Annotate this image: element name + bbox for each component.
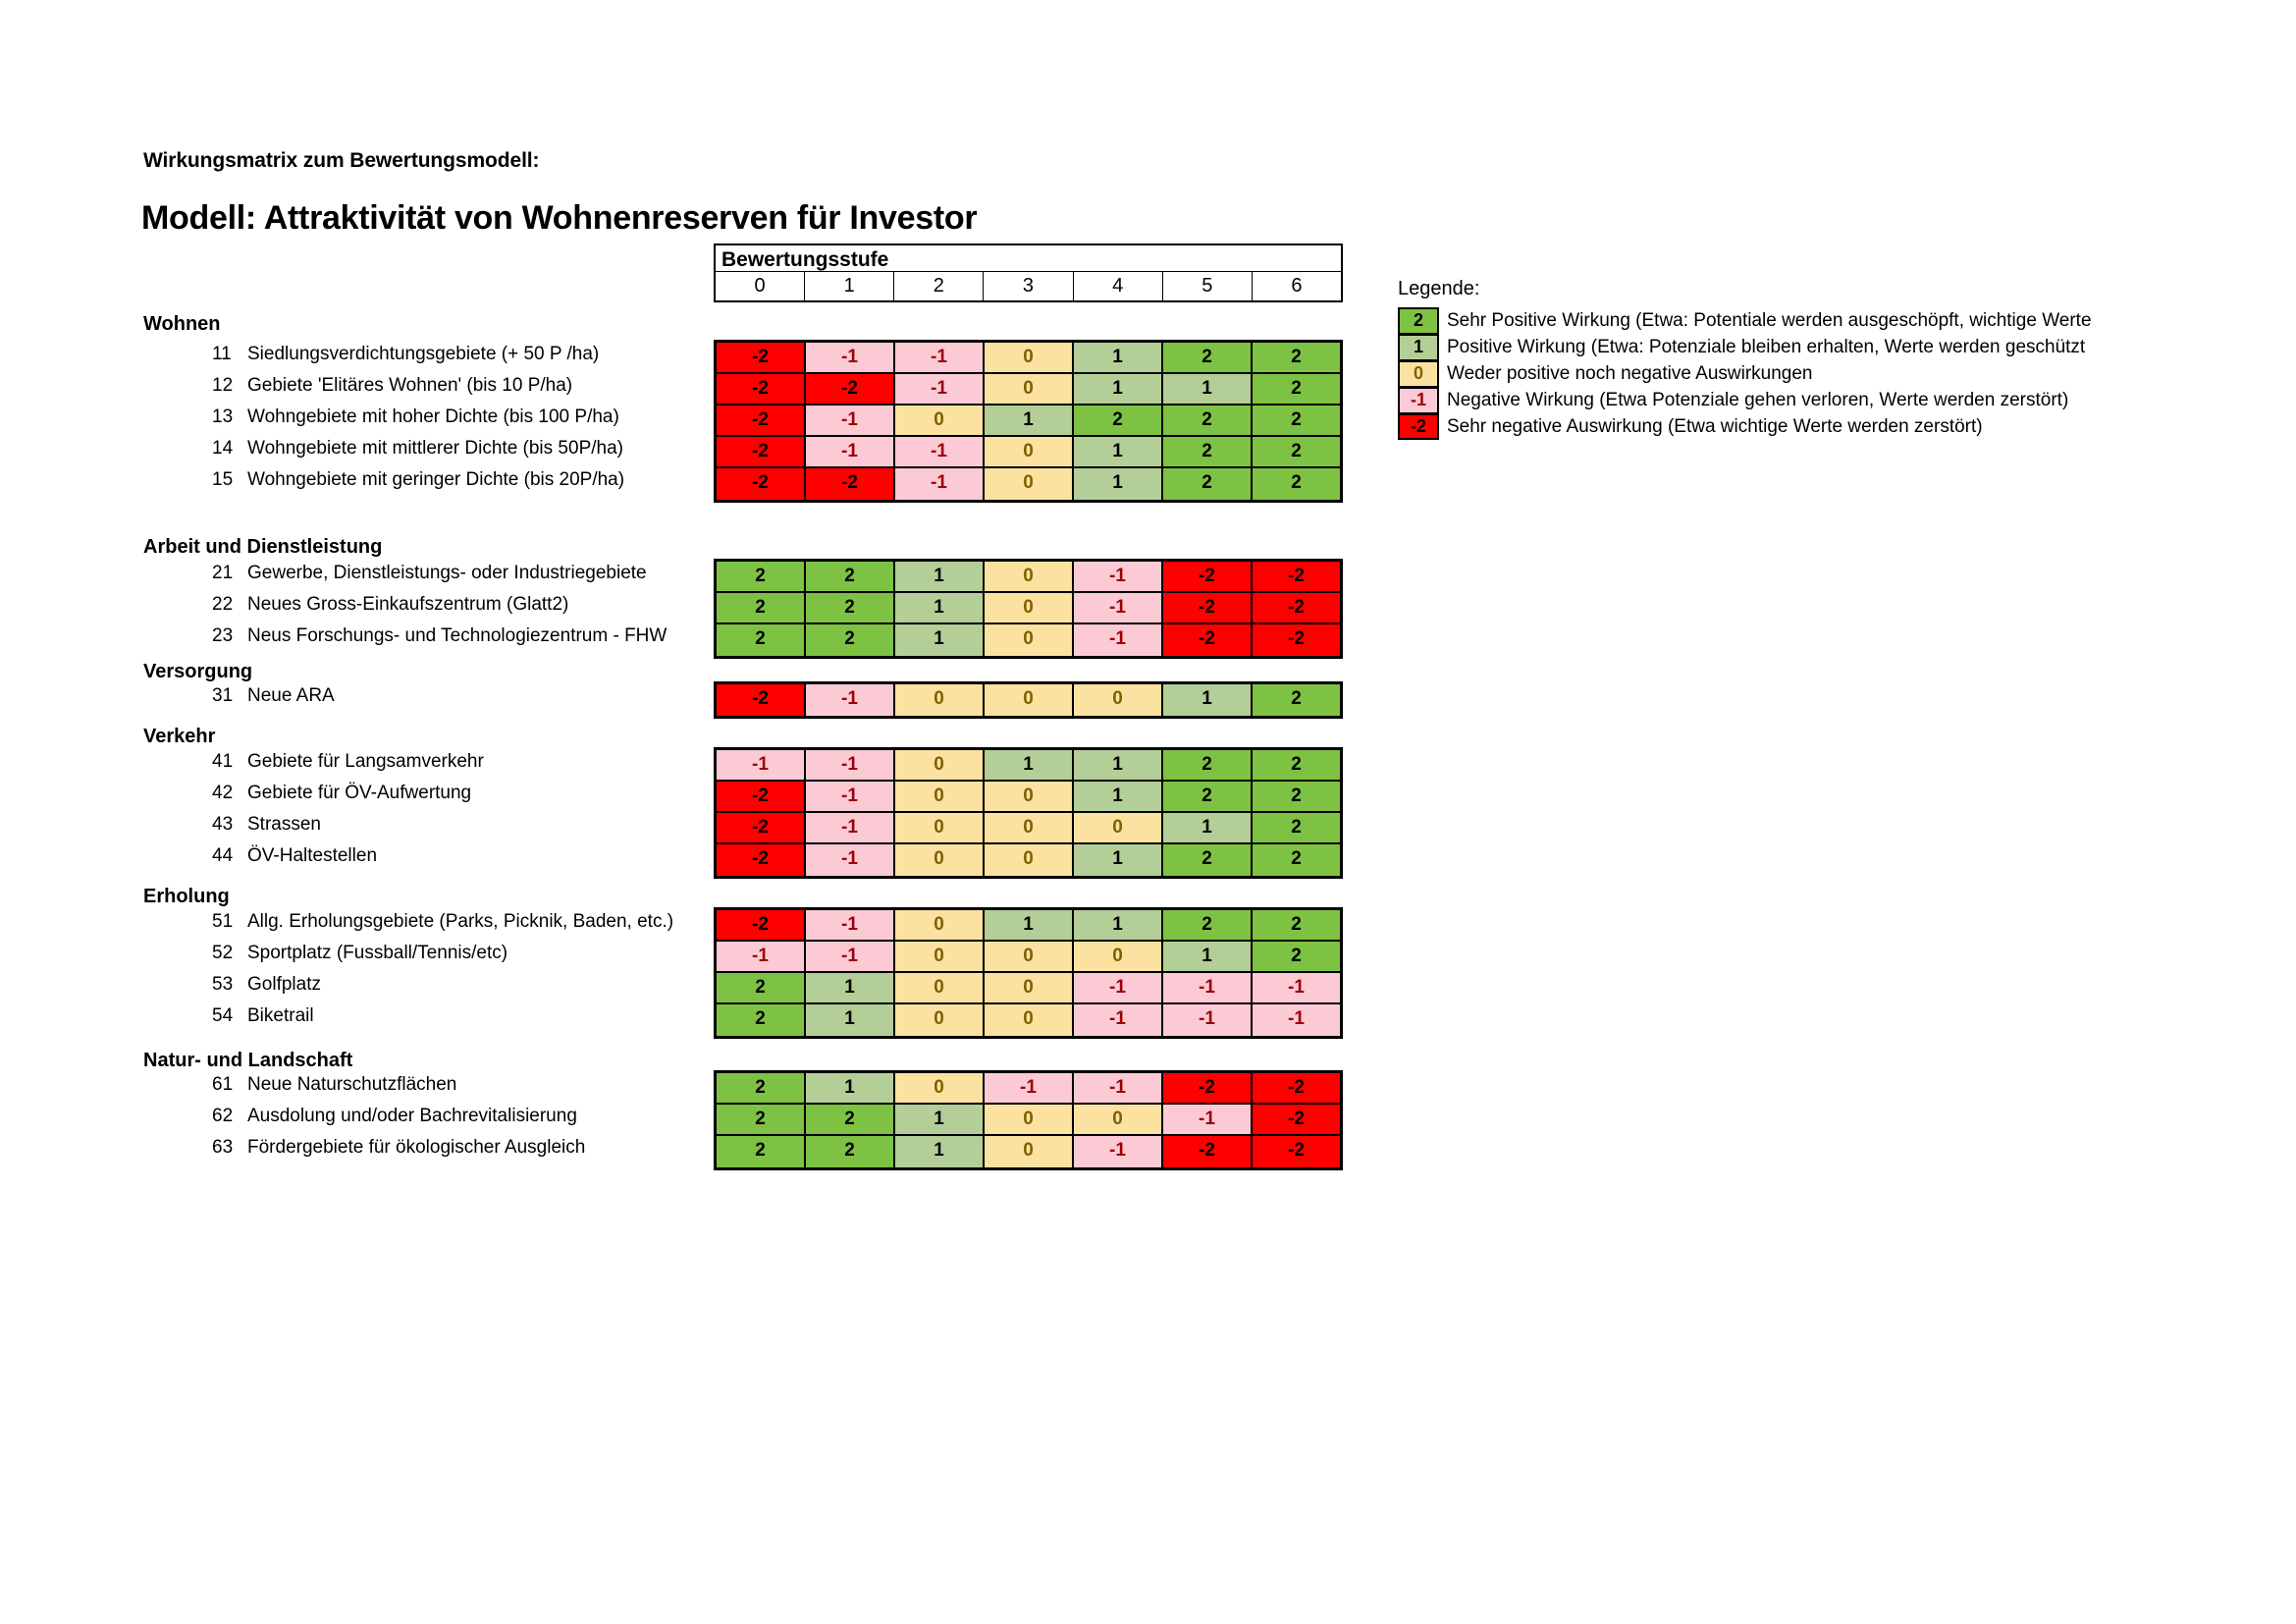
legend-swatch-2: 2 [1398, 307, 1439, 334]
legend-item [1398, 387, 2242, 413]
matrix-cell-13-5: 2 [1163, 406, 1253, 435]
row-number: 11 [212, 344, 232, 364]
row-number: 41 [212, 751, 234, 772]
matrix-row-14 [717, 437, 1340, 468]
matrix-row-13 [717, 406, 1340, 437]
row-number: 23 [212, 625, 234, 646]
row-number: 43 [212, 814, 234, 835]
legend-item [1398, 360, 2242, 387]
matrix-cell-11-2: -1 [895, 343, 985, 372]
row-text: Gebiete für Langsamverkehr [247, 751, 484, 772]
legend-swatch-1: 1 [1398, 334, 1439, 360]
matrix-cell-53-4: -1 [1074, 973, 1163, 1002]
matrix-cell-21-4: -1 [1074, 562, 1163, 591]
matrix-cell-43-0: -2 [717, 813, 806, 842]
matrix-cell-52-2: 0 [895, 942, 985, 971]
row-number: 44 [212, 845, 234, 866]
matrix-cell-53-0: 2 [717, 973, 806, 1002]
matrix-cell-15-2: -1 [895, 468, 985, 500]
matrix-cell-41-0: -1 [717, 750, 806, 780]
matrix-cell-51-3: 1 [985, 910, 1074, 940]
matrix-cell-22-1: 2 [806, 593, 895, 623]
row-number: 63 [212, 1137, 234, 1158]
matrix-cell-15-3: 0 [985, 468, 1074, 500]
matrix-header-title: Bewertungsstufe [714, 244, 1343, 272]
row-label-11 [212, 344, 599, 365]
row-text: Siedlungsverdichtungsgebiete (+ 50 P /ha) [247, 344, 600, 364]
matrix-cell-63-1: 2 [806, 1136, 895, 1167]
matrix-cell-52-4: 0 [1074, 942, 1163, 971]
matrix-cell-31-5: 1 [1163, 684, 1253, 716]
row-label-54 [212, 1005, 314, 1027]
matrix-header-table [714, 244, 1343, 302]
matrix-cell-14-6: 2 [1253, 437, 1340, 466]
row-label-23 [212, 625, 667, 647]
legend-description: Negative Wirkung (Etwa Potenziale gehen verloren, Werte werden zerstört) [1447, 390, 2069, 410]
group-heading: Natur- und Landschaft [143, 1050, 353, 1071]
matrix-cell-61-5: -2 [1163, 1073, 1253, 1103]
column-header-6: 6 [1291, 275, 1303, 297]
matrix-cell-12-1: -2 [806, 374, 895, 404]
matrix-cell-21-1: 2 [806, 562, 895, 591]
matrix-row-11 [717, 343, 1340, 374]
matrix-cell-52-6: 2 [1253, 942, 1340, 971]
matrix-cell-23-2: 1 [895, 624, 985, 656]
legend-description: Sehr Positive Wirkung (Etwa: Potentiale werden ausgeschöpft, wichtige Werte [1447, 310, 2092, 331]
matrix-cell-62-3: 0 [985, 1105, 1074, 1134]
matrix-cell-43-3: 0 [985, 813, 1074, 842]
matrix-cell-61-0: 2 [717, 1073, 806, 1103]
matrix-cell-51-4: 1 [1074, 910, 1163, 940]
matrix-cell-43-5: 1 [1163, 813, 1253, 842]
page-title: Modell: Attraktivität von Wohnenreserven für Investor [141, 199, 978, 237]
matrix-cell-62-4: 0 [1074, 1105, 1163, 1134]
matrix-cell-23-3: 0 [985, 624, 1074, 656]
matrix-cell-52-5: 1 [1163, 942, 1253, 971]
matrix-cell-23-1: 2 [806, 624, 895, 656]
matrix-cell-54-6: -1 [1253, 1004, 1340, 1036]
group-heading: Wohnen [143, 313, 221, 335]
matrix-cell-11-1: -1 [806, 343, 895, 372]
matrix-cell-22-4: -1 [1074, 593, 1163, 623]
row-text: Allg. Erholungsgebiete (Parks, Picknik, Baden, etc.) [247, 911, 674, 932]
row-number: 14 [212, 438, 234, 459]
matrix-cell-41-3: 1 [985, 750, 1074, 780]
matrix-cell-44-4: 1 [1074, 844, 1163, 876]
row-text: Wohngebiete mit geringer Dichte (bis 20P/ha) [247, 469, 625, 490]
matrix-cell-13-3: 1 [985, 406, 1074, 435]
row-text: Wohngebiete mit hoher Dichte (bis 100 P/ha) [247, 406, 619, 427]
matrix-cell-11-3: 0 [985, 343, 1074, 372]
row-text: Neues Gross-Einkaufszentrum (Glatt2) [247, 594, 569, 615]
row-label-42 [212, 783, 471, 804]
matrix-cell-13-2: 0 [895, 406, 985, 435]
row-text: ÖV-Haltestellen [247, 845, 378, 866]
matrix-block-1 [714, 559, 1343, 659]
matrix-cell-63-3: 0 [985, 1136, 1074, 1167]
matrix-row-23 [717, 624, 1340, 656]
matrix-cell-51-1: -1 [806, 910, 895, 940]
matrix-cell-11-0: -2 [717, 343, 806, 372]
matrix-cell-15-5: 2 [1163, 468, 1253, 500]
matrix-cell-11-5: 2 [1163, 343, 1253, 372]
matrix-cell-13-4: 2 [1074, 406, 1163, 435]
group-heading: Erholung [143, 886, 230, 907]
matrix-cell-22-0: 2 [717, 593, 806, 623]
row-number: 51 [212, 911, 234, 932]
row-label-52 [212, 943, 507, 964]
matrix-cell-61-4: -1 [1074, 1073, 1163, 1103]
matrix-cell-13-0: -2 [717, 406, 806, 435]
group-heading: Versorgung [143, 661, 253, 682]
row-label-51 [212, 911, 673, 933]
matrix-cell-14-0: -2 [717, 437, 806, 466]
matrix-cell-43-4: 0 [1074, 813, 1163, 842]
matrix-cell-13-1: -1 [806, 406, 895, 435]
column-header-4: 4 [1074, 272, 1163, 300]
matrix-cell-42-5: 2 [1163, 782, 1253, 811]
matrix-cell-21-2: 1 [895, 562, 985, 591]
matrix-cell-42-6: 2 [1253, 782, 1340, 811]
row-number: 15 [212, 469, 234, 490]
matrix-block-3 [714, 747, 1343, 879]
row-text: Neus Forschungs- und Technologiezentrum - FHW [247, 625, 667, 646]
row-number: 21 [212, 563, 234, 583]
row-text: Gebiete für ÖV-Aufwertung [247, 783, 472, 803]
matrix-cell-12-4: 1 [1074, 374, 1163, 404]
row-number: 54 [212, 1005, 234, 1026]
matrix-cell-61-1: 1 [806, 1073, 895, 1103]
matrix-cell-54-0: 2 [717, 1004, 806, 1036]
column-header-0: 0 [716, 272, 805, 300]
row-text: Neue ARA [247, 685, 335, 706]
legend-item [1398, 307, 2242, 334]
document-subtitle: Wirkungsmatrix zum Bewertungsmodell: [143, 149, 540, 172]
row-label-31 [212, 685, 335, 707]
matrix-cell-53-2: 0 [895, 973, 985, 1002]
matrix-cell-21-0: 2 [717, 562, 806, 591]
row-number: 62 [212, 1106, 234, 1126]
matrix-row-63 [717, 1136, 1340, 1167]
column-header-3: 3 [984, 272, 1073, 300]
matrix-cell-22-5: -2 [1163, 593, 1253, 623]
row-label-53 [212, 974, 321, 996]
matrix-row-61 [717, 1073, 1340, 1105]
row-label-43 [212, 814, 321, 836]
row-text: Ausdolung und/oder Bachrevitalisierung [247, 1106, 577, 1126]
group-heading: Verkehr [143, 726, 216, 747]
matrix-row-42 [717, 782, 1340, 813]
matrix-row-41 [717, 750, 1340, 782]
matrix-cell-51-5: 2 [1163, 910, 1253, 940]
matrix-block-5 [714, 1070, 1343, 1170]
matrix-cell-15-4: 1 [1074, 468, 1163, 500]
matrix-cell-62-6: -2 [1253, 1105, 1340, 1134]
matrix-cell-61-2: 0 [895, 1073, 985, 1103]
matrix-row-54 [717, 1004, 1340, 1036]
matrix-cell-23-6: -2 [1253, 624, 1340, 656]
matrix-row-51 [717, 910, 1340, 942]
matrix-cell-12-0: -2 [717, 374, 806, 404]
row-number: 12 [212, 375, 234, 396]
row-label-41 [212, 751, 484, 773]
matrix-column-headers [714, 272, 1343, 302]
matrix-cell-63-4: -1 [1074, 1136, 1163, 1167]
matrix-cell-14-5: 2 [1163, 437, 1253, 466]
matrix-cell-43-6: 2 [1253, 813, 1340, 842]
legend-swatch--1: -1 [1398, 387, 1439, 413]
matrix-block-4 [714, 907, 1343, 1039]
matrix-cell-22-6: -2 [1253, 593, 1340, 623]
matrix-cell-63-0: 2 [717, 1136, 806, 1167]
row-number: 22 [212, 594, 234, 615]
matrix-cell-21-3: 0 [985, 562, 1074, 591]
matrix-cell-44-6: 2 [1253, 844, 1340, 876]
matrix-cell-63-6: -2 [1253, 1136, 1340, 1167]
group-heading: Arbeit und Dienstleistung [143, 536, 383, 558]
row-text: Biketrail [247, 1005, 314, 1026]
matrix-cell-51-0: -2 [717, 910, 806, 940]
row-text: Gebiete 'Elitäres Wohnen' (bis 10 P/ha) [247, 375, 573, 396]
row-label-22 [212, 594, 568, 616]
matrix-cell-43-1: -1 [806, 813, 895, 842]
matrix-row-43 [717, 813, 1340, 844]
matrix-row-12 [717, 374, 1340, 406]
matrix-cell-41-2: 0 [895, 750, 985, 780]
matrix-cell-15-0: -2 [717, 468, 806, 500]
legend-description: Positive Wirkung (Etwa: Potenziale bleiben erhalten, Werte werden geschützt [1447, 337, 2086, 357]
matrix-cell-43-2: 0 [895, 813, 985, 842]
row-number: 53 [212, 974, 234, 995]
row-number: 31 [212, 685, 234, 706]
matrix-cell-14-2: -1 [895, 437, 985, 466]
row-label-61 [212, 1074, 456, 1096]
matrix-cell-52-1: -1 [806, 942, 895, 971]
legend-list [1398, 307, 2242, 440]
matrix-cell-12-6: 2 [1253, 374, 1340, 404]
row-text: Gewerbe, Dienstleistungs- oder Industriegebiete [247, 563, 647, 583]
matrix-cell-62-2: 1 [895, 1105, 985, 1134]
matrix-cell-52-3: 0 [985, 942, 1074, 971]
matrix-block-0 [714, 340, 1343, 503]
row-text: Fördergebiete für ökologischer Ausgleich [247, 1137, 586, 1158]
matrix-cell-23-0: 2 [717, 624, 806, 656]
matrix-cell-22-3: 0 [985, 593, 1074, 623]
matrix-cell-13-6: 2 [1253, 406, 1340, 435]
matrix-row-52 [717, 942, 1340, 973]
matrix-cell-53-3: 0 [985, 973, 1074, 1002]
matrix-cell-14-4: 1 [1074, 437, 1163, 466]
column-header-2: 2 [894, 272, 984, 300]
matrix-cell-53-1: 1 [806, 973, 895, 1002]
matrix-cell-62-0: 2 [717, 1105, 806, 1134]
matrix-cell-41-4: 1 [1074, 750, 1163, 780]
row-text: Sportplatz (Fussball/Tennis/etc) [247, 943, 508, 963]
matrix-cell-15-6: 2 [1253, 468, 1340, 500]
matrix-cell-41-1: -1 [806, 750, 895, 780]
matrix-cell-31-4: 0 [1074, 684, 1163, 716]
matrix-cell-42-3: 0 [985, 782, 1074, 811]
legend-title: Legende: [1398, 278, 1480, 299]
matrix-row-21 [717, 562, 1340, 593]
matrix-cell-44-5: 2 [1163, 844, 1253, 876]
matrix-cell-31-1: -1 [806, 684, 895, 716]
row-label-13 [212, 406, 619, 428]
matrix-cell-31-2: 0 [895, 684, 985, 716]
matrix-cell-14-1: -1 [806, 437, 895, 466]
matrix-row-31 [717, 684, 1340, 716]
matrix-cell-51-2: 0 [895, 910, 985, 940]
matrix-cell-63-2: 1 [895, 1136, 985, 1167]
matrix-cell-52-0: -1 [717, 942, 806, 971]
matrix-cell-51-6: 2 [1253, 910, 1340, 940]
matrix-cell-42-2: 0 [895, 782, 985, 811]
matrix-cell-31-6: 2 [1253, 684, 1340, 716]
row-number: 52 [212, 943, 234, 963]
legend-description: Weder positive noch negative Auswirkungen [1447, 363, 1813, 384]
matrix-cell-21-6: -2 [1253, 562, 1340, 591]
row-number: 42 [212, 783, 234, 803]
matrix-cell-53-5: -1 [1163, 973, 1253, 1002]
column-header-5: 5 [1163, 272, 1253, 300]
matrix-cell-54-2: 0 [895, 1004, 985, 1036]
row-label-15 [212, 469, 624, 491]
matrix-cell-12-5: 1 [1163, 374, 1253, 404]
matrix-cell-41-6: 2 [1253, 750, 1340, 780]
matrix-cell-11-4: 1 [1074, 343, 1163, 372]
row-label-21 [212, 563, 647, 584]
matrix-cell-42-4: 1 [1074, 782, 1163, 811]
legend-item [1398, 334, 2242, 360]
matrix-cell-44-2: 0 [895, 844, 985, 876]
matrix-cell-62-1: 2 [806, 1105, 895, 1134]
matrix-cell-44-3: 0 [985, 844, 1074, 876]
matrix-cell-53-6: -1 [1253, 973, 1340, 1002]
matrix-cell-44-1: -1 [806, 844, 895, 876]
row-label-63 [212, 1137, 585, 1159]
matrix-cell-12-2: -1 [895, 374, 985, 404]
row-text: Golfplatz [247, 974, 321, 995]
matrix-cell-31-3: 0 [985, 684, 1074, 716]
row-text: Wohngebiete mit mittlerer Dichte (bis 50P/ha) [247, 438, 623, 459]
matrix-cell-15-1: -2 [806, 468, 895, 500]
matrix-cell-63-5: -2 [1163, 1136, 1253, 1167]
matrix-row-15 [717, 468, 1340, 500]
matrix-block-2 [714, 681, 1343, 719]
matrix-row-53 [717, 973, 1340, 1004]
matrix-cell-41-5: 2 [1163, 750, 1253, 780]
matrix-row-44 [717, 844, 1340, 876]
row-label-62 [212, 1106, 577, 1127]
matrix-cell-42-0: -2 [717, 782, 806, 811]
matrix-cell-12-3: 0 [985, 374, 1074, 404]
row-text: Strassen [247, 814, 321, 835]
row-text: Neue Naturschutzflächen [247, 1074, 457, 1095]
matrix-cell-54-5: -1 [1163, 1004, 1253, 1036]
row-label-14 [212, 438, 623, 460]
legend-swatch-0: 0 [1398, 360, 1439, 387]
row-number: 13 [212, 406, 234, 427]
matrix-cell-54-4: -1 [1074, 1004, 1163, 1036]
row-label-12 [212, 375, 572, 397]
matrix-cell-22-2: 1 [895, 593, 985, 623]
matrix-cell-23-4: -1 [1074, 624, 1163, 656]
matrix-cell-31-0: -2 [717, 684, 806, 716]
matrix-cell-54-3: 0 [985, 1004, 1074, 1036]
matrix-cell-61-3: -1 [985, 1073, 1074, 1103]
legend-description: Sehr negative Auswirkung (Etwa wichtige Werte werden zerstört) [1447, 416, 1983, 437]
matrix-row-22 [717, 593, 1340, 624]
matrix-cell-11-6: 2 [1253, 343, 1340, 372]
matrix-cell-21-5: -2 [1163, 562, 1253, 591]
matrix-cell-44-0: -2 [717, 844, 806, 876]
matrix-cell-14-3: 0 [985, 437, 1074, 466]
row-number: 61 [212, 1074, 234, 1095]
matrix-cell-54-1: 1 [806, 1004, 895, 1036]
row-label-44 [212, 845, 377, 867]
column-header-1: 1 [805, 272, 894, 300]
legend-swatch--2: -2 [1398, 413, 1439, 440]
matrix-cell-61-6: -2 [1253, 1073, 1340, 1103]
matrix-cell-23-5: -2 [1163, 624, 1253, 656]
legend-item [1398, 413, 2242, 440]
matrix-row-62 [717, 1105, 1340, 1136]
matrix-cell-42-1: -1 [806, 782, 895, 811]
matrix-cell-62-5: -1 [1163, 1105, 1253, 1134]
